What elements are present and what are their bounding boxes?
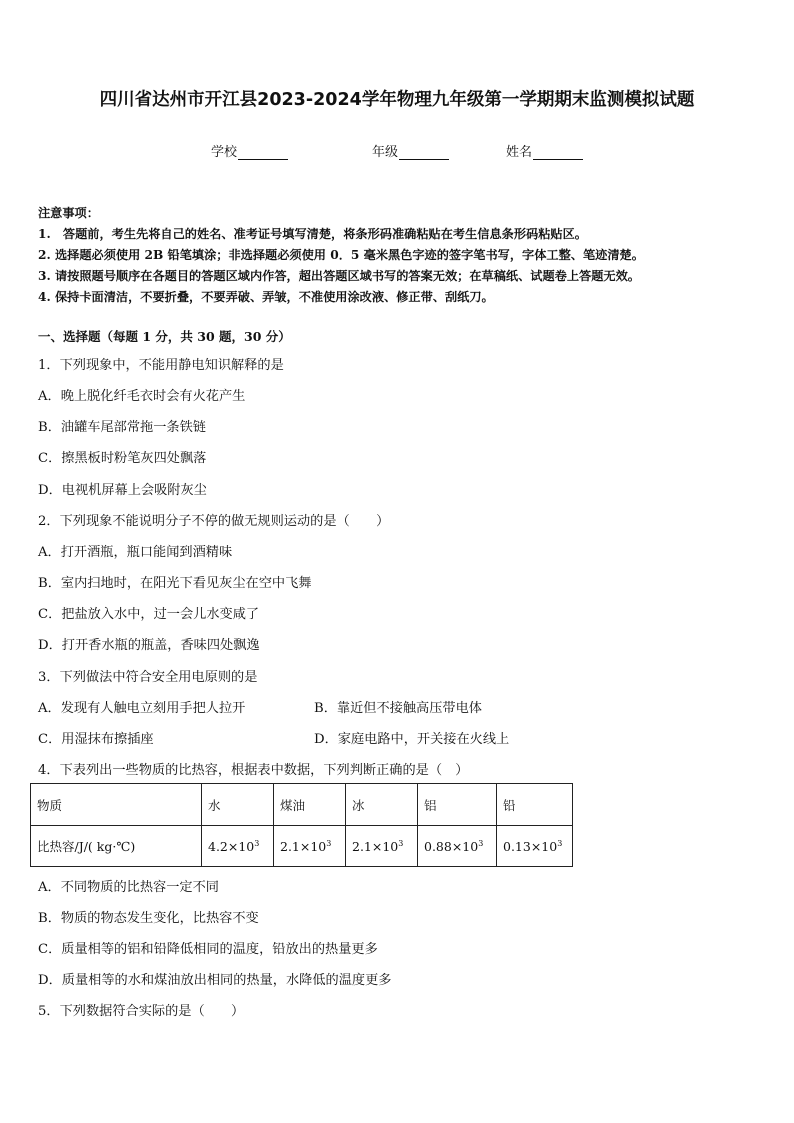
grade-blank[interactable] [399, 145, 449, 160]
table-header-cell: 铅 [497, 784, 573, 826]
q5-stem: 5．下列数据符合实际的是（ ） [38, 1004, 245, 1019]
school-blank[interactable] [238, 145, 288, 160]
cell-exponent: 3 [326, 838, 332, 848]
q3-option-a: A．发现有人触电立刻用手把人拉开 [38, 701, 246, 716]
notes-heading: 注意事项： [38, 206, 99, 220]
q1-stem: 1．下列现象中，不能用静电知识解释的是 [38, 358, 284, 373]
q2-option-b: B．室内扫地时，在阳光下看见灰尘在空中飞舞 [38, 576, 312, 591]
cell-value: 0.88×10 [424, 838, 479, 854]
cell-exponent: 3 [398, 838, 404, 848]
note-item-3: 3. 请按照题号顺序在各题目的答题区域内作答，超出答题区域书写的答案无效；在草稿纸、试题卷上答题无效。 [38, 269, 640, 283]
section-choice-title: 一、选择题（每题 1 分，共 30 题，30 分） [38, 329, 291, 344]
cell-exponent: 3 [557, 838, 563, 848]
note-item-2: 2. 选择题必须使用 2B 铅笔填涂；非选择题必须使用 0．5 毫米黑色字迹的签字笔书写，字体工整、笔迹清楚。 [38, 248, 644, 262]
note-item-1: 1. 答题前，考生先将自己的姓名、准考证号填写清楚，将条形码准确粘贴在考生信息条形码粘贴区。 [38, 227, 587, 241]
table-row-label: 比热容/J/( kg·℃) [31, 826, 202, 867]
table-header-cell: 铝 [418, 784, 497, 826]
table-header-row [31, 784, 573, 826]
q2-option-c: C．把盐放入水中，过一会儿水变咸了 [38, 607, 260, 622]
grade-label: 年级 [372, 145, 399, 160]
notes-block [38, 203, 768, 308]
table-cell [346, 826, 418, 867]
q4-option-a: A．不同物质的比热容一定不同 [38, 880, 219, 895]
specific-heat-table [30, 783, 573, 867]
cell-value: 4.2×10 [208, 838, 255, 854]
q4-option-b: B．物质的物态发生变化，比热容不变 [38, 911, 259, 926]
q3-stem: 3．下列做法中符合安全用电原则的是 [38, 670, 258, 685]
name-blank[interactable] [533, 145, 583, 160]
table-header-cell: 冰 [346, 784, 418, 826]
q4-option-c: C．质量相等的铝和铅降低相同的温度，铅放出的热量更多 [38, 942, 378, 957]
q1-option-a: A．晚上脱化纤毛衣时会有火花产生 [38, 389, 246, 404]
note-item-4: 4. 保持卡面清洁，不要折叠，不要弄破、弄皱，不准使用涂改液、修正带、刮纸刀。 [38, 290, 494, 304]
q2-option-a: A．打开酒瓶，瓶口能闻到酒精味 [38, 545, 233, 560]
name-label: 姓名 [506, 145, 533, 160]
q2-option-d: D．打开香水瓶的瓶盖，香味四处飘逸 [38, 638, 260, 653]
table-cell [202, 826, 274, 867]
cell-exponent: 3 [254, 838, 260, 848]
student-info-row [0, 141, 794, 161]
table-cell [497, 826, 573, 867]
q3-option-c: C．用湿抹布擦插座 [38, 732, 154, 747]
q4-option-d: D．质量相等的水和煤油放出相同的热量，水降低的温度更多 [38, 973, 392, 988]
cell-value: 2.1×10 [352, 838, 399, 854]
table-header-cell: 煤油 [274, 784, 346, 826]
school-label: 学校 [211, 145, 238, 160]
table-cell [418, 826, 497, 867]
q2-stem: 2．下列现象不能说明分子不停的做无规则运动的是（ ） [38, 514, 390, 529]
q1-option-b: B．油罐车尾部常拖一条铁链 [38, 420, 206, 435]
q3-option-d: D．家庭电路中，开关接在火线上 [314, 732, 510, 747]
exam-title: 四川省达州市开江县2023-2024学年物理九年级第一学期期末监测模拟试题 [99, 90, 695, 110]
school-field [211, 141, 288, 160]
grade-field [372, 141, 449, 160]
table-header-cell: 物质 [31, 784, 202, 826]
cell-value: 0.13×10 [503, 838, 558, 854]
cell-exponent: 3 [478, 838, 484, 848]
table-header-cell: 水 [202, 784, 274, 826]
cell-value: 2.1×10 [280, 838, 327, 854]
q1-option-d: D．电视机屏幕上会吸附灰尘 [38, 483, 207, 498]
table-cell [274, 826, 346, 867]
q4-stem: 4．下表列出一些物质的比热容，根据表中数据，下列判断正确的是（ ） [38, 763, 469, 778]
table-row [31, 826, 573, 867]
name-field [506, 141, 583, 160]
q3-option-b: B．靠近但不接触高压带电体 [314, 701, 482, 716]
q1-option-c: C．擦黑板时粉笔灰四处飘落 [38, 451, 207, 466]
